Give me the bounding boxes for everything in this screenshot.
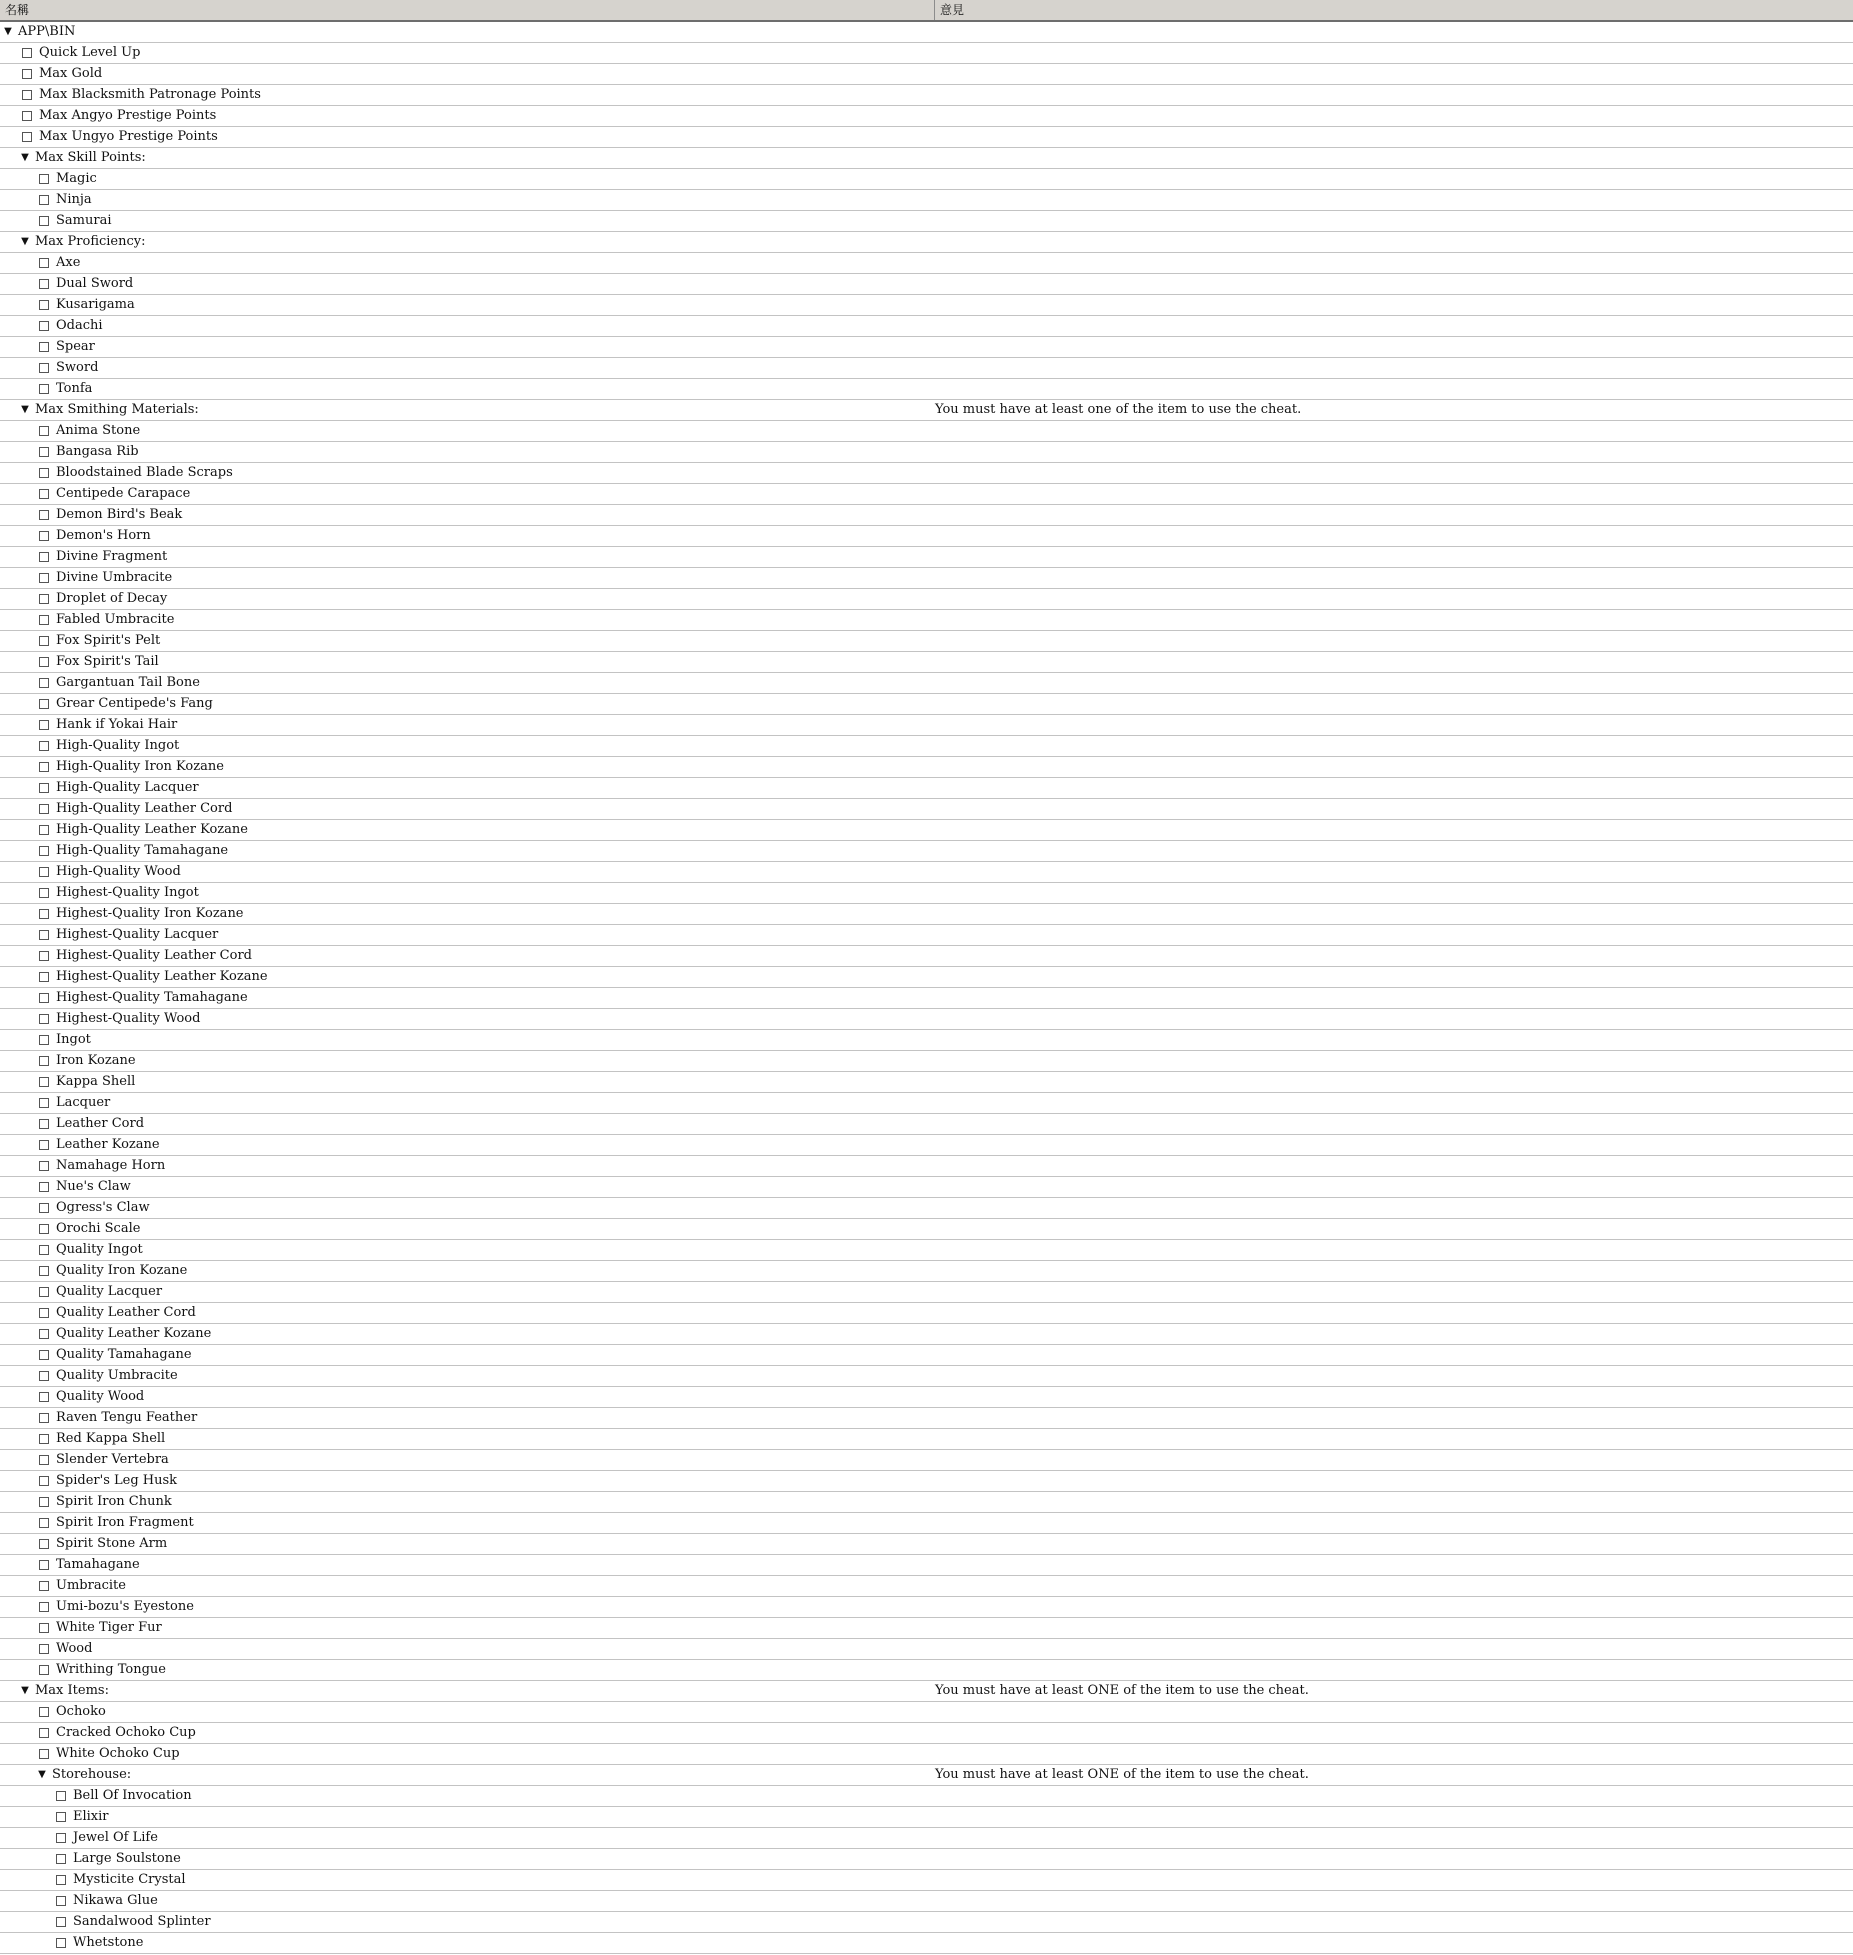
tree-item-row[interactable] <box>0 967 1853 988</box>
tree-item-row[interactable] <box>0 1660 1853 1681</box>
tree-item-row[interactable] <box>0 1324 1853 1345</box>
checkbox[interactable] <box>39 426 49 436</box>
item-label: Quality Lacquer <box>56 1284 163 1299</box>
checkbox[interactable] <box>39 1623 49 1633</box>
checkbox[interactable] <box>39 1560 49 1570</box>
item-label: Centipede Carapace <box>56 486 191 501</box>
checkbox[interactable] <box>39 1371 49 1381</box>
checkbox[interactable] <box>39 1224 49 1234</box>
checkbox[interactable] <box>39 1413 49 1423</box>
tree-item-row[interactable] <box>0 946 1853 967</box>
checkbox[interactable] <box>39 1455 49 1465</box>
checkbox[interactable] <box>39 468 49 478</box>
item-label: Max Gold <box>39 66 103 81</box>
checkbox[interactable] <box>39 1602 49 1612</box>
checkbox[interactable] <box>56 1791 66 1801</box>
tree-item-row[interactable] <box>0 862 1853 883</box>
checkbox[interactable] <box>56 1833 66 1843</box>
checkbox[interactable] <box>39 1728 49 1738</box>
item-label: Whetstone <box>73 1935 144 1950</box>
tree-item-row[interactable] <box>0 1198 1853 1219</box>
tree-item-row[interactable] <box>0 883 1853 904</box>
tree-item-row[interactable] <box>0 1156 1853 1177</box>
checkbox[interactable] <box>39 342 49 352</box>
checkbox[interactable] <box>22 48 32 58</box>
item-label: Demon Bird's Beak <box>56 507 183 522</box>
tree-item-row[interactable] <box>0 1576 1853 1597</box>
item-label: Red Kappa Shell <box>56 1431 166 1446</box>
tree-item-row[interactable] <box>0 1282 1853 1303</box>
checkbox[interactable] <box>39 1434 49 1444</box>
checkbox[interactable] <box>39 531 49 541</box>
checkbox[interactable] <box>39 1266 49 1276</box>
checkbox[interactable] <box>39 1077 49 1087</box>
tree-item-row[interactable] <box>0 568 1853 589</box>
tree-item-row[interactable] <box>0 925 1853 946</box>
tree-group-row[interactable] <box>0 22 1853 43</box>
checkbox[interactable] <box>39 993 49 1003</box>
checkbox[interactable] <box>39 741 49 751</box>
tree-item-row[interactable] <box>0 505 1853 526</box>
checkbox[interactable] <box>39 1497 49 1507</box>
tree-item-row[interactable] <box>0 1177 1853 1198</box>
checkbox[interactable] <box>22 69 32 79</box>
tree-item-row[interactable] <box>0 757 1853 778</box>
tree-item-row[interactable] <box>0 85 1853 106</box>
item-label: Bell Of Invocation <box>73 1788 192 1803</box>
expand-triangle-icon[interactable]: ▼ <box>21 152 29 163</box>
item-label: Tamahagane <box>56 1557 140 1572</box>
item-label: Slender Vertebra <box>56 1452 169 1467</box>
tree-item-row[interactable] <box>0 1786 1853 1807</box>
checkbox[interactable] <box>39 510 49 520</box>
tree-item-row[interactable] <box>0 1366 1853 1387</box>
item-label: Divine Umbracite <box>56 570 173 585</box>
expand-triangle-icon[interactable]: ▼ <box>21 1685 29 1696</box>
item-label: Anima Stone <box>56 423 141 438</box>
checkbox[interactable] <box>56 1938 66 1948</box>
item-label: Quality Tamahagane <box>56 1347 192 1362</box>
tree-item-row[interactable] <box>0 715 1853 736</box>
checkbox[interactable] <box>56 1812 66 1822</box>
item-label: Sandalwood Splinter <box>73 1914 211 1929</box>
checkbox[interactable] <box>39 657 49 667</box>
item-label: Nikawa Glue <box>73 1893 158 1908</box>
tree-item-row[interactable] <box>0 1009 1853 1030</box>
tree-item-row[interactable] <box>0 1051 1853 1072</box>
checkbox[interactable] <box>22 132 32 142</box>
tree-item-row[interactable] <box>0 1702 1853 1723</box>
checkbox[interactable] <box>39 384 49 394</box>
item-label: Ninja <box>56 192 92 207</box>
checkbox[interactable] <box>39 1518 49 1528</box>
item-label: Spider's Leg Husk <box>56 1473 178 1488</box>
checkbox[interactable] <box>39 1707 49 1717</box>
column-header-note[interactable]: 意見 <box>940 3 965 17</box>
tree-item-row[interactable] <box>0 1849 1853 1870</box>
tree-item-row[interactable] <box>0 1912 1853 1933</box>
item-label: Highest-Quality Wood <box>56 1011 201 1026</box>
tree-item-row[interactable] <box>0 1744 1853 1765</box>
checkbox[interactable] <box>39 909 49 919</box>
item-label: Spirit Stone Arm <box>56 1536 168 1551</box>
tree-group-row[interactable] <box>0 1681 1853 1702</box>
tree-item-row[interactable] <box>0 1387 1853 1408</box>
item-label: Max Angyo Prestige Points <box>39 108 217 123</box>
checkbox[interactable] <box>39 1056 49 1066</box>
tree-item-row[interactable] <box>0 841 1853 862</box>
tree-item-row[interactable] <box>0 589 1853 610</box>
checkbox[interactable] <box>39 615 49 625</box>
checkbox[interactable] <box>56 1854 66 1864</box>
tree-item-row[interactable] <box>0 736 1853 757</box>
tree-item-row[interactable] <box>0 1135 1853 1156</box>
tree-item-row[interactable] <box>0 652 1853 673</box>
tree-item-row[interactable] <box>0 1513 1853 1534</box>
tree-group-row[interactable] <box>0 148 1853 169</box>
item-label: Large Soulstone <box>73 1851 181 1866</box>
checkbox[interactable] <box>39 174 49 184</box>
item-label: Bangasa Rib <box>56 444 139 459</box>
checkbox[interactable] <box>39 1140 49 1150</box>
tree-item-row[interactable] <box>0 631 1853 652</box>
tree-list <box>0 22 1853 1954</box>
tree-item-row[interactable] <box>0 337 1853 358</box>
checkbox[interactable] <box>39 489 49 499</box>
tree-item-row[interactable] <box>0 1114 1853 1135</box>
tree-item-row[interactable] <box>0 379 1853 400</box>
checkbox[interactable] <box>39 195 49 205</box>
item-label: Quality Leather Kozane <box>56 1326 212 1341</box>
tree-item-row[interactable] <box>0 463 1853 484</box>
group-label: APP\BIN <box>18 24 76 39</box>
item-label: Iron Kozane <box>56 1053 136 1068</box>
checkbox[interactable] <box>39 1287 49 1297</box>
item-label: Sword <box>56 360 99 375</box>
tree-item-row[interactable] <box>0 1807 1853 1828</box>
column-header-name[interactable]: 名稱 <box>0 0 935 20</box>
checkbox[interactable] <box>39 552 49 562</box>
item-label: Demon's Horn <box>56 528 151 543</box>
item-label: Bloodstained Blade Scraps <box>56 465 233 480</box>
tree-item-row[interactable] <box>0 295 1853 316</box>
tree-item-row[interactable] <box>0 1933 1853 1954</box>
item-label: Droplet of Decay <box>56 591 168 606</box>
tree-item-row[interactable] <box>0 799 1853 820</box>
tree-group-row[interactable] <box>0 232 1853 253</box>
checkbox[interactable] <box>39 804 49 814</box>
tree-item-row[interactable] <box>0 694 1853 715</box>
item-label: Odachi <box>56 318 103 333</box>
checkbox[interactable] <box>39 1182 49 1192</box>
item-label: Nue's Claw <box>56 1179 131 1194</box>
checkbox[interactable] <box>39 1014 49 1024</box>
checkbox[interactable] <box>39 1098 49 1108</box>
item-label: Quality Leather Cord <box>56 1305 196 1320</box>
checkbox[interactable] <box>39 1035 49 1045</box>
checkbox[interactable] <box>39 216 49 226</box>
checkbox[interactable] <box>39 447 49 457</box>
group-label: Max Skill Points: <box>35 150 146 165</box>
item-label: Tonfa <box>56 381 93 396</box>
expand-triangle-icon[interactable]: ▼ <box>21 236 29 247</box>
checkbox[interactable] <box>39 321 49 331</box>
checkbox[interactable] <box>22 90 32 100</box>
checkbox[interactable] <box>39 699 49 709</box>
item-label: Quick Level Up <box>39 45 141 60</box>
checkbox[interactable] <box>39 594 49 604</box>
item-label: Quality Wood <box>56 1389 145 1404</box>
item-label: Spirit Iron Fragment <box>56 1515 194 1530</box>
checkbox[interactable] <box>39 636 49 646</box>
tree-item-row[interactable] <box>0 610 1853 631</box>
item-label: Spirit Iron Chunk <box>56 1494 172 1509</box>
group-label: Storehouse: <box>52 1767 132 1782</box>
item-label: Highest-Quality Iron Kozane <box>56 906 244 921</box>
item-label: Ogress's Claw <box>56 1200 150 1215</box>
column-header <box>0 0 1853 22</box>
checkbox[interactable] <box>39 1245 49 1255</box>
item-label: Max Blacksmith Patronage Points <box>39 87 261 102</box>
item-label: Highest-Quality Lacquer <box>56 927 219 942</box>
item-label: White Tiger Fur <box>56 1620 162 1635</box>
item-label: Fox Spirit's Pelt <box>56 633 161 648</box>
checkbox[interactable] <box>39 363 49 373</box>
tree-item-row[interactable] <box>0 274 1853 295</box>
tree-group-row[interactable] <box>0 1765 1853 1786</box>
tree-item-row[interactable] <box>0 316 1853 337</box>
item-label: Umbracite <box>56 1578 126 1593</box>
tree-item-row[interactable] <box>0 1030 1853 1051</box>
checkbox[interactable] <box>39 1119 49 1129</box>
checkbox[interactable] <box>39 300 49 310</box>
tree-item-row[interactable] <box>0 904 1853 925</box>
item-label: Axe <box>56 255 81 270</box>
expand-triangle-icon[interactable]: ▼ <box>21 404 29 415</box>
checkbox[interactable] <box>39 1539 49 1549</box>
item-label: High-Quality Ingot <box>56 738 180 753</box>
item-label: Max Ungyo Prestige Points <box>39 129 218 144</box>
tree-item-row[interactable] <box>0 169 1853 190</box>
checkbox[interactable] <box>39 258 49 268</box>
item-label: Magic <box>56 171 97 186</box>
item-label: High-Quality Tamahagane <box>56 843 229 858</box>
expand-triangle-icon[interactable]: ▼ <box>38 1769 46 1780</box>
tree-item-row[interactable] <box>0 1240 1853 1261</box>
item-label: High-Quality Leather Kozane <box>56 822 248 837</box>
item-label: Umi-bozu's Eyestone <box>56 1599 194 1614</box>
tree-item-row[interactable] <box>0 778 1853 799</box>
tree-item-row[interactable] <box>0 1828 1853 1849</box>
checkbox[interactable] <box>39 762 49 772</box>
item-label: Namahage Horn <box>56 1158 166 1173</box>
item-label: High-Quality Lacquer <box>56 780 199 795</box>
item-label: Ochoko <box>56 1704 106 1719</box>
tree-item-row[interactable] <box>0 190 1853 211</box>
item-label: Leather Kozane <box>56 1137 160 1152</box>
checkbox[interactable] <box>22 111 32 121</box>
tree-item-row[interactable] <box>0 64 1853 85</box>
checkbox[interactable] <box>39 279 49 289</box>
item-label: Kappa Shell <box>56 1074 136 1089</box>
item-label: Highest-Quality Leather Cord <box>56 948 252 963</box>
item-label: Quality Umbracite <box>56 1368 178 1383</box>
tree-item-row[interactable] <box>0 1450 1853 1471</box>
checkbox[interactable] <box>39 867 49 877</box>
item-label: Kusarigama <box>56 297 135 312</box>
group-label: Max Proficiency: <box>35 234 146 249</box>
tree-item-row[interactable] <box>0 1345 1853 1366</box>
item-label: Dual Sword <box>56 276 134 291</box>
tree-item-row[interactable] <box>0 1618 1853 1639</box>
checkbox[interactable] <box>39 1665 49 1675</box>
tree-item-row[interactable] <box>0 1072 1853 1093</box>
tree-item-row[interactable] <box>0 526 1853 547</box>
item-label: Quality Ingot <box>56 1242 143 1257</box>
tree-item-row[interactable] <box>0 211 1853 232</box>
item-label: Quality Iron Kozane <box>56 1263 188 1278</box>
item-label: Highest-Quality Tamahagane <box>56 990 248 1005</box>
checkbox[interactable] <box>39 930 49 940</box>
tree-item-row[interactable] <box>0 1429 1853 1450</box>
tree-item-row[interactable] <box>0 253 1853 274</box>
item-label: Gargantuan Tail Bone <box>56 675 200 690</box>
checkbox[interactable] <box>39 720 49 730</box>
item-label: Wood <box>56 1641 93 1656</box>
checkbox[interactable] <box>39 1749 49 1759</box>
checkbox[interactable] <box>39 1161 49 1171</box>
tree-item-row[interactable] <box>0 547 1853 568</box>
item-label: Spear <box>56 339 95 354</box>
group-label: Max Smithing Materials: <box>35 402 199 417</box>
item-label: Highest-Quality Leather Kozane <box>56 969 268 984</box>
checkbox[interactable] <box>39 1350 49 1360</box>
tree-item-row[interactable] <box>0 1597 1853 1618</box>
item-label: High-Quality Wood <box>56 864 181 879</box>
checkbox[interactable] <box>39 678 49 688</box>
tree-item-row[interactable] <box>0 1093 1853 1114</box>
tree-item-row[interactable] <box>0 127 1853 148</box>
item-label: High-Quality Iron Kozane <box>56 759 224 774</box>
tree-item-row[interactable] <box>0 1492 1853 1513</box>
tree-item-row[interactable] <box>0 1891 1853 1912</box>
checkbox[interactable] <box>39 573 49 583</box>
item-label: Hank if Yokai Hair <box>56 717 178 732</box>
tree-item-row[interactable] <box>0 1303 1853 1324</box>
item-label: Orochi Scale <box>56 1221 141 1236</box>
tree-item-row[interactable] <box>0 673 1853 694</box>
checkbox[interactable] <box>39 846 49 856</box>
checkbox[interactable] <box>39 825 49 835</box>
group-label: Max Items: <box>35 1683 109 1698</box>
checkbox[interactable] <box>39 1644 49 1654</box>
note-cell: You must have at least ONE of the item to use the cheat. <box>935 1767 1309 1782</box>
item-label: Raven Tengu Feather <box>56 1410 198 1425</box>
expand-triangle-icon[interactable]: ▼ <box>4 26 12 37</box>
tree-item-row[interactable] <box>0 1723 1853 1744</box>
item-label: Divine Fragment <box>56 549 168 564</box>
item-label: Lacquer <box>56 1095 111 1110</box>
item-label: High-Quality Leather Cord <box>56 801 233 816</box>
item-label: Samurai <box>56 213 112 228</box>
tree-item-row[interactable] <box>0 484 1853 505</box>
note-cell: You must have at least one of the item to use the cheat. <box>935 402 1302 417</box>
item-label: Jewel Of Life <box>73 1830 158 1845</box>
item-label: Leather Cord <box>56 1116 145 1131</box>
checkbox[interactable] <box>39 972 49 982</box>
tree-item-row[interactable] <box>0 421 1853 442</box>
tree-item-row[interactable] <box>0 820 1853 841</box>
checkbox[interactable] <box>39 951 49 961</box>
tree-item-row[interactable] <box>0 1471 1853 1492</box>
tree-item-row[interactable] <box>0 358 1853 379</box>
tree-item-row[interactable] <box>0 1555 1853 1576</box>
tree-group-row[interactable] <box>0 400 1853 421</box>
tree-item-row[interactable] <box>0 43 1853 64</box>
checkbox[interactable] <box>39 783 49 793</box>
checkbox[interactable] <box>39 1308 49 1318</box>
item-label: Mysticite Crystal <box>73 1872 186 1887</box>
tree-item-row[interactable] <box>0 1408 1853 1429</box>
item-label: Grear Centipede's Fang <box>56 696 213 711</box>
item-label: Writhing Tongue <box>56 1662 166 1677</box>
note-cell: You must have at least ONE of the item to use the cheat. <box>935 1683 1309 1698</box>
tree-item-row[interactable] <box>0 1219 1853 1240</box>
checkbox[interactable] <box>39 1476 49 1486</box>
tree-item-row[interactable] <box>0 988 1853 1009</box>
checkbox[interactable] <box>39 1329 49 1339</box>
checkbox[interactable] <box>39 888 49 898</box>
tree-item-row[interactable] <box>0 1870 1853 1891</box>
tree-item-row[interactable] <box>0 106 1853 127</box>
checkbox[interactable] <box>39 1581 49 1591</box>
item-label: Ingot <box>56 1032 91 1047</box>
item-label: Highest-Quality Ingot <box>56 885 199 900</box>
item-label: Elixir <box>73 1809 109 1824</box>
checkbox[interactable] <box>56 1917 66 1927</box>
item-label: Cracked Ochoko Cup <box>56 1725 196 1740</box>
tree-item-row[interactable] <box>0 442 1853 463</box>
tree-item-row[interactable] <box>0 1639 1853 1660</box>
checkbox[interactable] <box>39 1203 49 1213</box>
item-label: Fox Spirit's Tail <box>56 654 159 669</box>
item-label: White Ochoko Cup <box>56 1746 180 1761</box>
item-label: Fabled Umbracite <box>56 612 175 627</box>
checkbox[interactable] <box>39 1392 49 1402</box>
checkbox[interactable] <box>56 1896 66 1906</box>
tree-item-row[interactable] <box>0 1534 1853 1555</box>
checkbox[interactable] <box>56 1875 66 1885</box>
tree-item-row[interactable] <box>0 1261 1853 1282</box>
